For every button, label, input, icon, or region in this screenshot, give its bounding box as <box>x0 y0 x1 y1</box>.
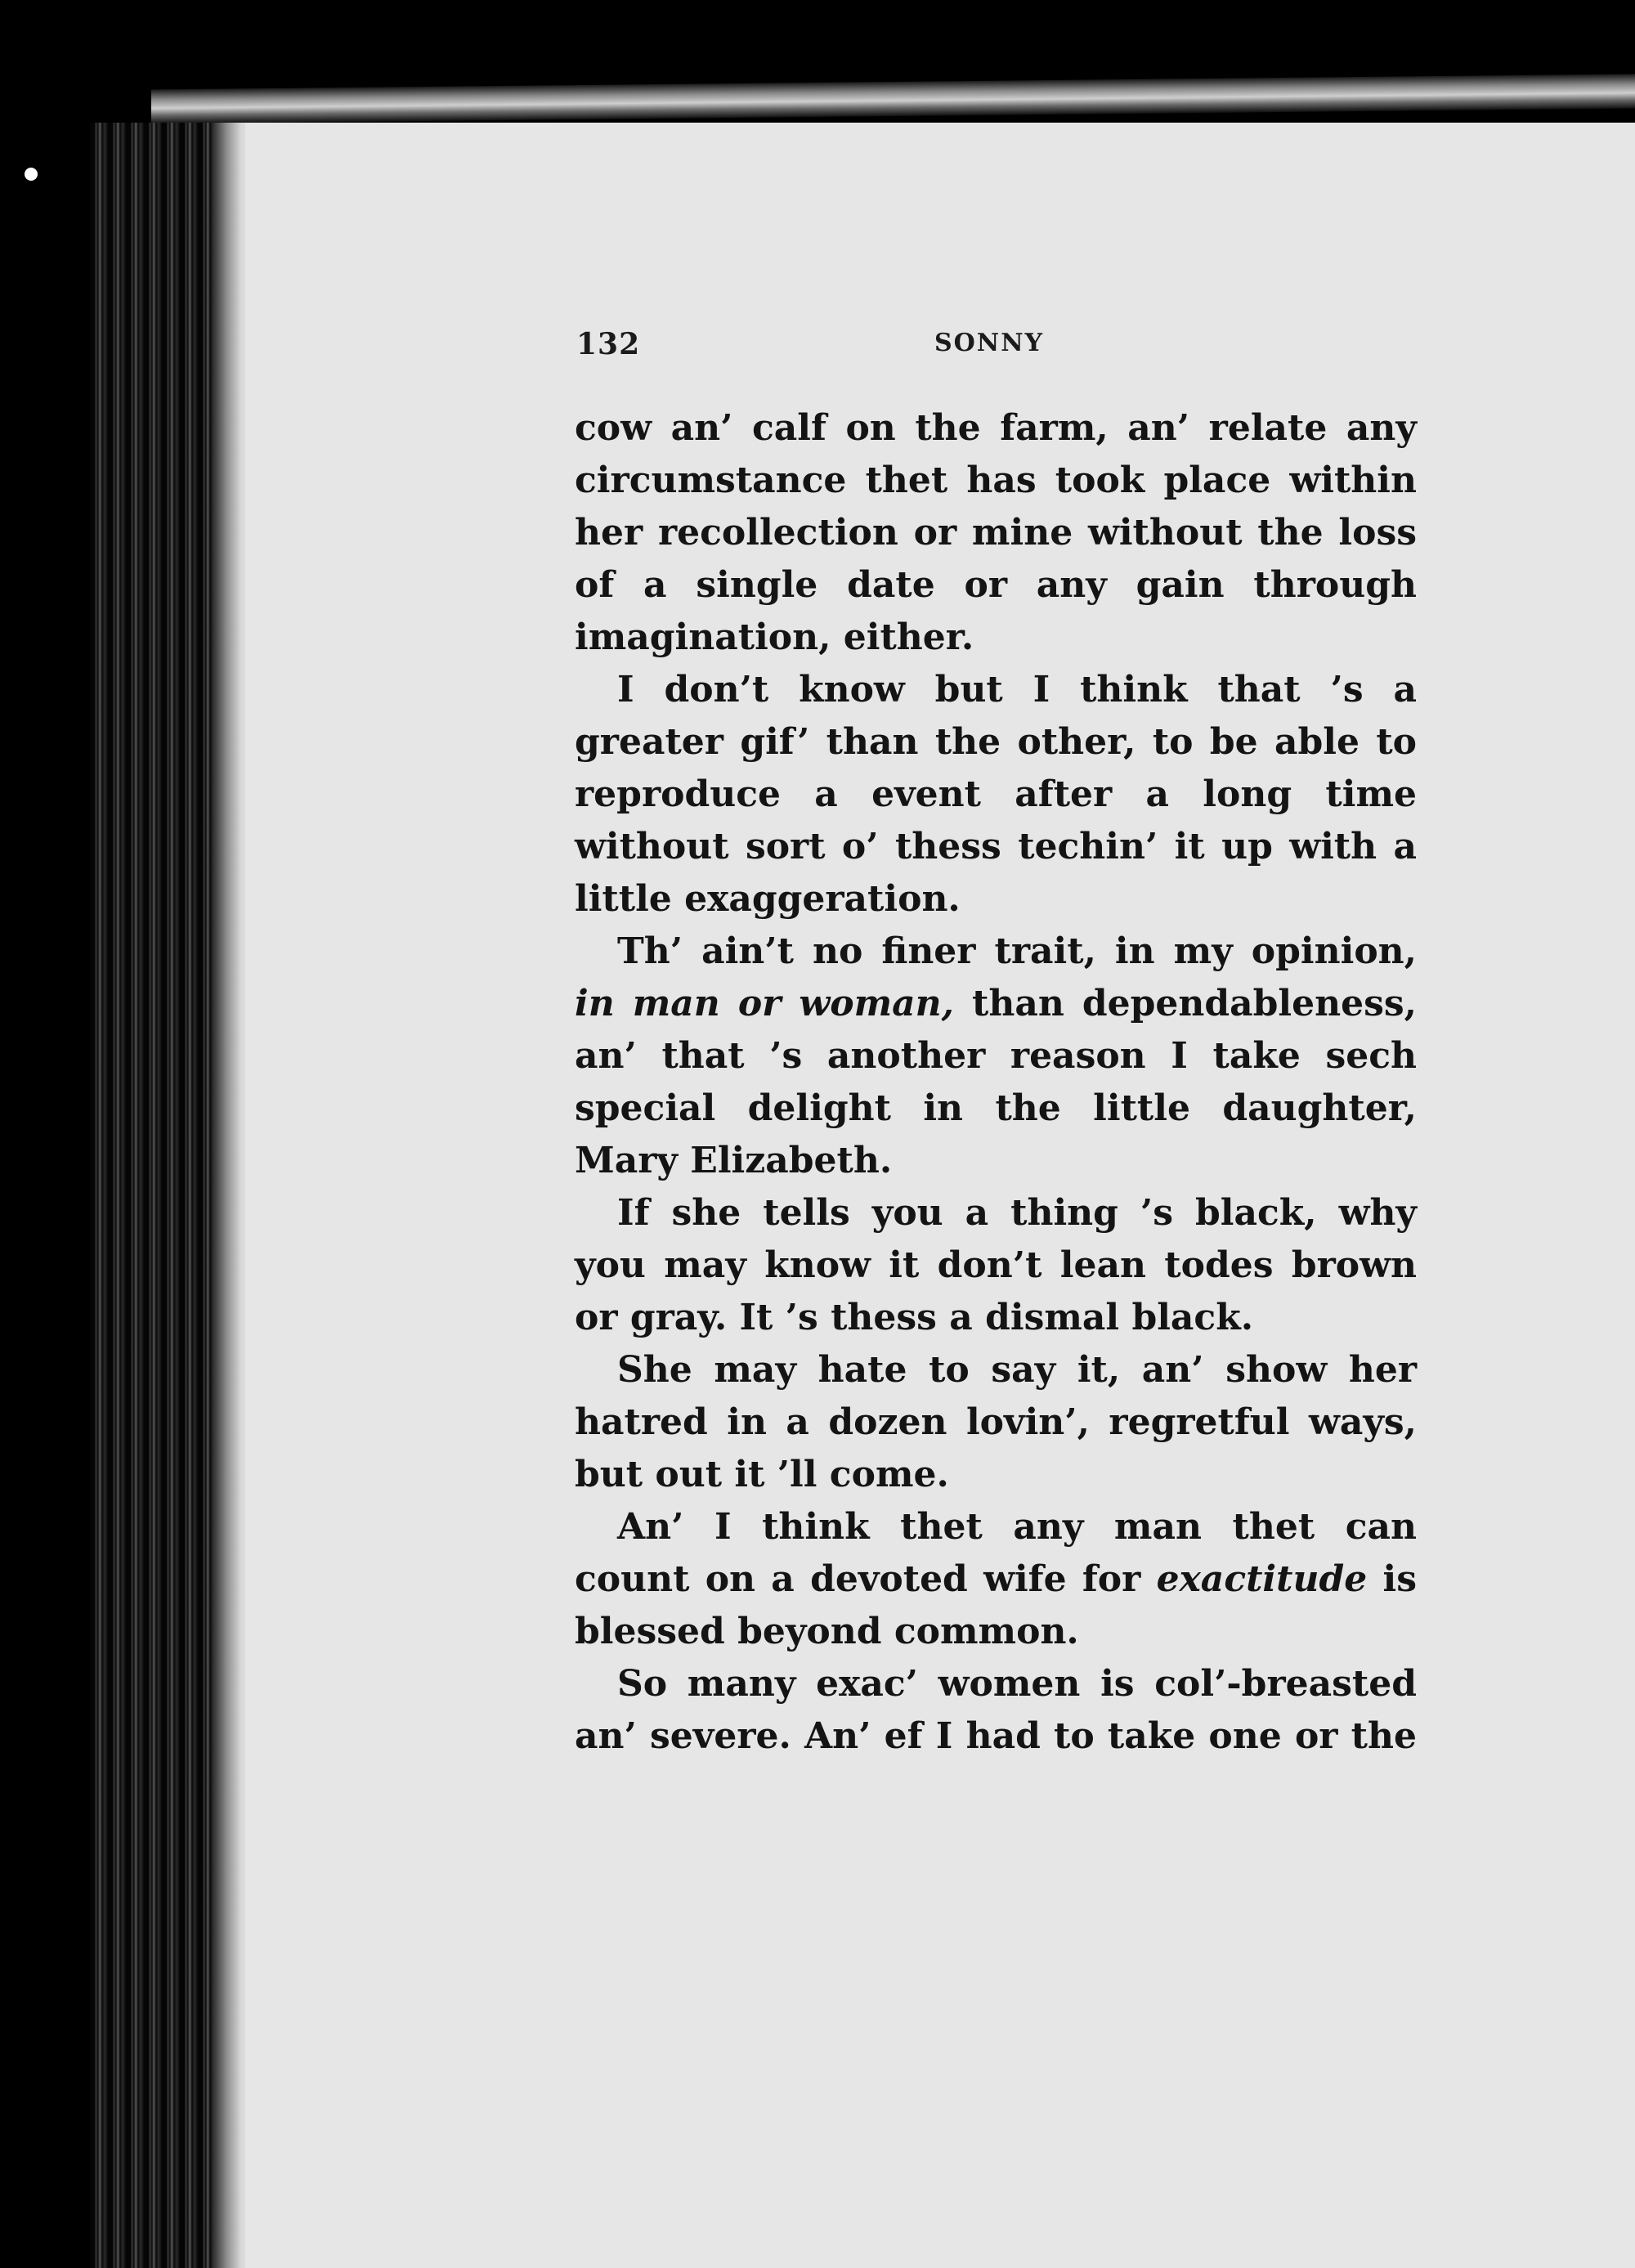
body-text <box>575 402 1417 1763</box>
paragraph: If she tells you a thing ’s black, why you may know it don’t lean todes brown or gray. It ’s thess a dismal black. <box>575 1192 1417 1338</box>
running-head: SONNY <box>934 329 1045 357</box>
text-run: Th’ ain’t no finer trait, in my opinion, <box>617 930 1417 972</box>
text-run: An’ I think thet any man thet can count on a devoted wife for <box>575 1506 1417 1600</box>
text-run: than dependableness, an’ that ’s another reason I take sech special delight in the little daughter, Mary Elizabeth. <box>575 983 1417 1181</box>
book-page-edges <box>90 123 253 2268</box>
italic-phrase: in man or woman, <box>575 983 954 1024</box>
italic-word: exactitude <box>1156 1558 1368 1600</box>
paragraph <box>575 1501 1417 1658</box>
paragraph <box>575 926 1417 1187</box>
book-top-edge <box>151 74 1635 123</box>
paragraph: She may hate to say it, an’ show her hatred in a dozen lovin’, regretful ways, but out it ’ll come. <box>575 1349 1417 1495</box>
text-run: is blessed beyond common. <box>575 1558 1417 1652</box>
paragraph: So many exac’ women is col’-breasted an’ severe. An’ ef I had to take one or the <box>575 1663 1417 1757</box>
paragraph: I don’t know but I think that ’s a greater gif’ than the other, to be able to reproduce a event after a long time without sort o’ thess techin’ it up with a little exaggeration. <box>575 669 1417 920</box>
page-number: 132 <box>576 327 641 361</box>
paragraph: cow an’ calf on the farm, an’ relate any circumstance thet has took place within her recollection or mine without the loss of a single date or any gain through imagination, either. <box>575 407 1417 658</box>
page-header <box>576 327 1418 368</box>
scan-speck <box>25 168 38 181</box>
